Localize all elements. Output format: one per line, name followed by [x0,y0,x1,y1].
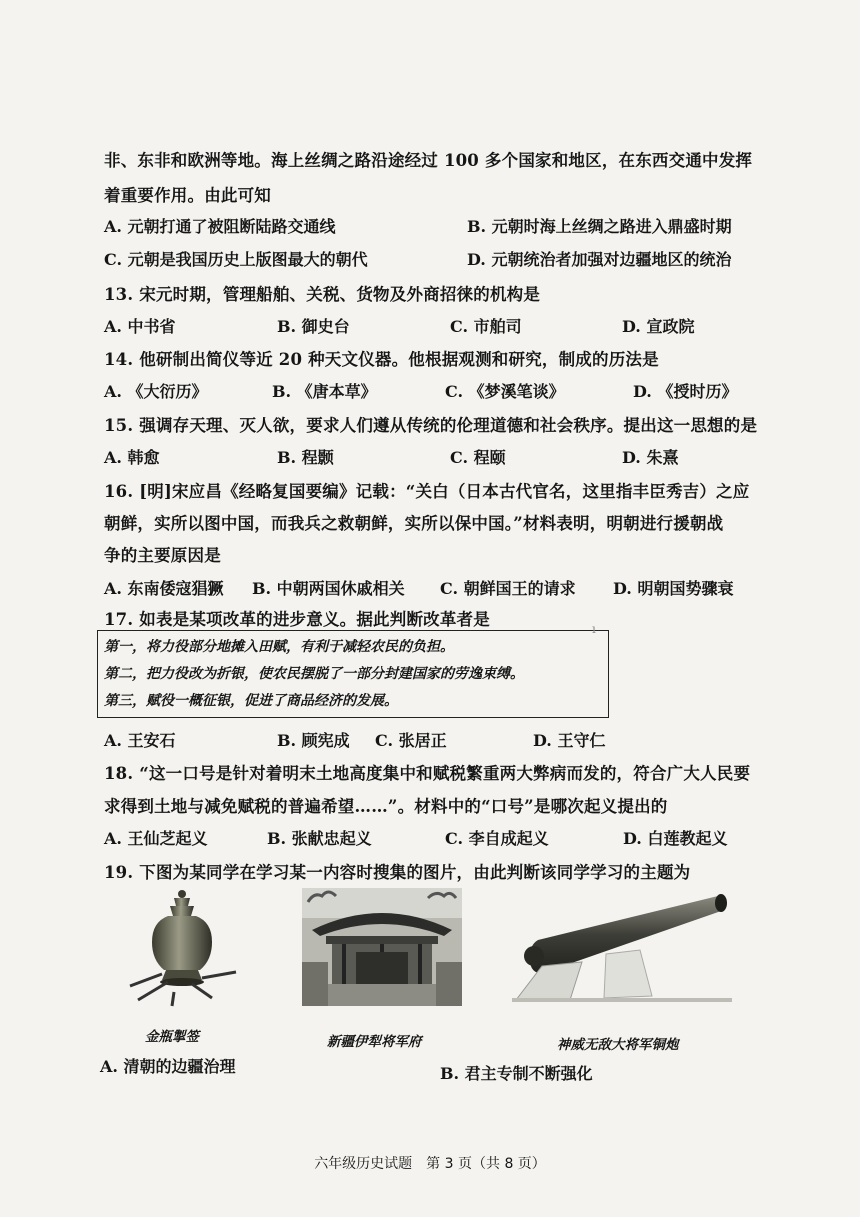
q16-line3: 争的主要原因是 [104,546,221,565]
q16-line1: 16. [明]宋应昌《经略复国要编》记载：“关白（日本古代官名，这里指丰臣秀吉）之应 [104,482,750,501]
caption-bronze-cannon: 神威无敌大将军铜炮 [557,1037,679,1053]
q16-option-c: C. 朝鲜国王的请求 [440,579,576,598]
q18-option-a: A. 王仙芝起义 [104,829,208,848]
q13-option-c: C. 市舶司 [450,317,522,336]
q19-option-b: B. 君主专制不断强化 [440,1064,593,1083]
q14-option-b: B. 《唐本草》 [272,382,377,401]
q12-option-c: C. 元朝是我国历史上版图最大的朝代 [104,250,368,269]
q15-option-b: B. 程颢 [277,448,334,467]
scan-speck: ı [592,622,596,636]
q18-option-b: B. 张献忠起义 [267,829,372,848]
q13-stem: 13. 宋元时期，管理船舶、关税、货物及外商招徕的机构是 [104,285,541,304]
q16-option-b: B. 中朝两国休戚相关 [252,579,405,598]
q15-stem: 15. 强调存天理、灭人欲，要求人们遵从传统的伦理道德和社会秩序。提出这一思想的是 [104,416,758,435]
q12-line1: 非、东非和欧洲等地。海上丝绸之路沿途经过 100 多个国家和地区，在东西交通中发挥 [104,151,753,170]
q13-option-a: A. 中书省 [104,317,176,336]
q17-row-3: 第三，赋役一概征银，促进了商品经济的发展。 [104,693,398,709]
q15-option-a: A. 韩愈 [104,448,160,467]
q18-option-d: D. 白莲教起义 [623,829,728,848]
q12-option-d: D. 元朝统治者加强对边疆地区的统治 [467,250,732,269]
q18-line1: 18. “这一口号是针对着明末土地高度集中和赋税繁重两大弊病而发的，符合广大人民要 [104,764,751,783]
q17-reform-table [97,630,609,718]
q19-stem: 19. 下图为某同学在学习某一内容时搜集的图片，由此判断该同学学习的主题为 [104,863,691,882]
q19-option-a: A. 清朝的边疆治理 [100,1057,236,1076]
caption-ili-mansion: 新疆伊犁将军府 [327,1034,422,1050]
q16-option-d: D. 明朝国势骤衰 [613,579,734,598]
q12-option-a: A. 元朝打通了被阻断陆路交通线 [104,217,336,236]
q17-stem: 17. 如表是某项改革的进步意义。据此判断改革者是 [104,610,490,629]
q16-line2: 朝鲜，实所以图中国，而我兵之救朝鲜，实所以保中国。”材料表明，明朝进行援朝战 [104,514,724,533]
q12-option-b: B. 元朝时海上丝绸之路进入鼎盛时期 [467,217,732,236]
ili-general-mansion-image [302,888,462,1006]
q13-option-d: D. 宣政院 [622,317,695,336]
caption-golden-urn: 金瓶掣签 [145,1029,199,1045]
q17-option-a: A. 王安石 [104,731,176,750]
q15-option-d: D. 朱熹 [622,448,679,467]
bronze-cannon-image [512,888,732,1006]
q18-option-c: C. 李自成起义 [445,829,549,848]
q15-option-c: C. 程颐 [450,448,506,467]
q17-option-d: D. 王守仁 [533,731,606,750]
q17-row-2: 第二，把力役改为折银，使农民摆脱了一部分封建国家的劳逸束缚。 [104,666,524,682]
q17-option-b: B. 顾宪成 [277,731,350,750]
golden-urn-image [118,888,246,1008]
q17-row-1: 第一，将力役部分地摊入田赋，有利于减轻农民的负担。 [104,639,454,655]
q14-option-a: A. 《大衍历》 [104,382,208,401]
q18-line2: 求得到土地与减免赋税的普遍希望……”。材料中的“口号”是哪次起义提出的 [104,797,668,816]
q14-stem: 14. 他研制出简仪等近 20 种天文仪器。他根据观测和研究，制成的历法是 [104,350,659,369]
q14-option-d: D. 《授时历》 [633,382,738,401]
q14-option-c: C. 《梦溪笔谈》 [445,382,565,401]
q12-line2: 着重要作用。由此可知 [104,186,271,205]
q17-option-c: C. 张居正 [375,731,447,750]
q13-option-b: B. 御史台 [277,317,350,336]
page-footer: 六年级历史试题 第 3 页（共 8 页） [314,1156,546,1172]
q16-option-a: A. 东南倭寇猖獗 [104,579,224,598]
